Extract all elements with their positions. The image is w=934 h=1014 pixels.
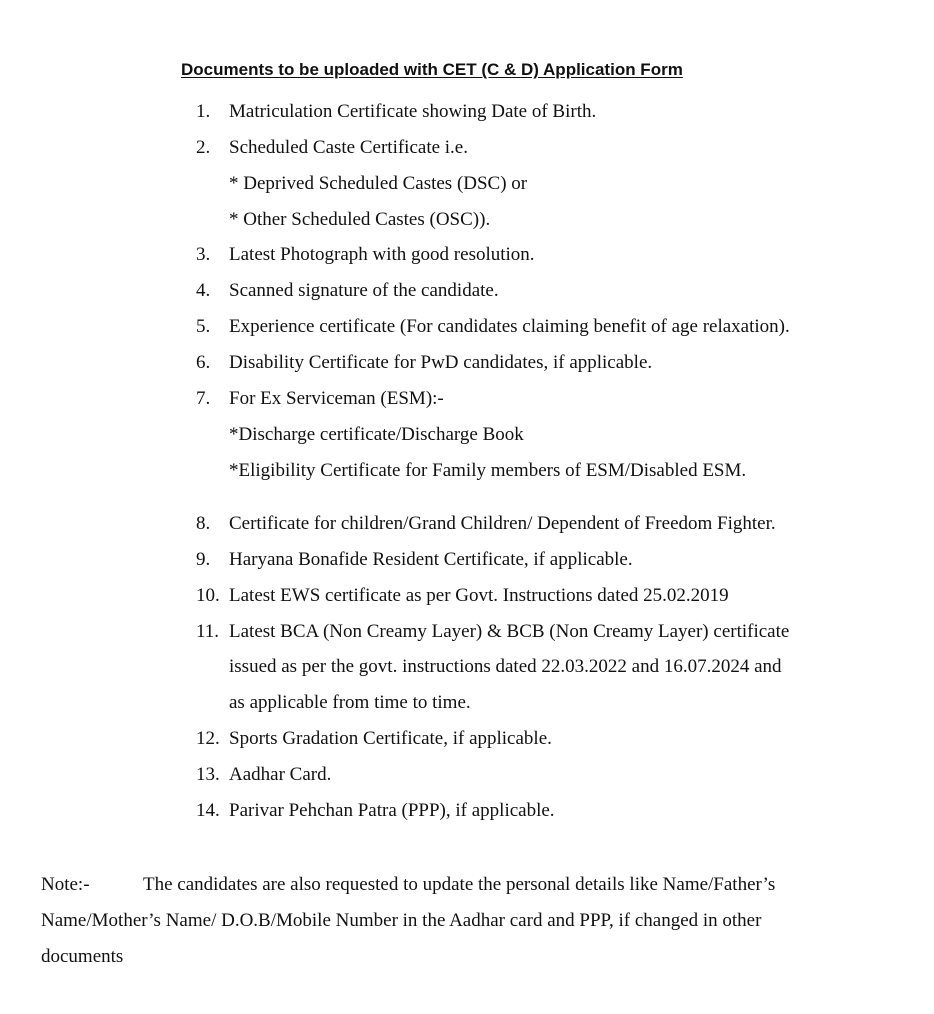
sub-item: issued as per the govt. instructions dated 22.03.2022 and 16.07.2024 and (229, 656, 782, 677)
item-text: Latest BCA (Non Creamy Layer) & BCB (Non Creamy Layer) certificate (229, 621, 790, 642)
list-item (196, 387, 444, 411)
item-number: 2. (196, 137, 211, 158)
item-text: Disability Certificate for PwD candidates, if applicable. (229, 352, 653, 373)
item-text: Latest Photograph with good resolution. (229, 244, 535, 265)
list-item (196, 620, 789, 644)
item-number: 1. (196, 101, 211, 122)
sub-item: as applicable from time to time. (229, 692, 471, 713)
item-text: Matriculation Certificate showing Date of Birth. (229, 101, 597, 122)
item-text: Scanned signature of the candidate. (229, 280, 499, 301)
document-title: Documents to be uploaded with CET (C & D) Application Form (181, 60, 683, 79)
list-item (196, 512, 776, 536)
sub-item: *Discharge certificate/Discharge Book (229, 424, 524, 445)
sub-item: * Deprived Scheduled Castes (DSC) or (229, 173, 528, 194)
item-number: 9. (196, 549, 211, 570)
item-number: 6. (196, 352, 211, 373)
item-text: Sports Gradation Certificate, if applicable. (229, 728, 552, 749)
note-line (41, 873, 775, 897)
list-item (196, 584, 729, 608)
list-item (196, 136, 468, 160)
item-text: Haryana Bonafide Resident Certificate, if applicable. (229, 549, 633, 570)
list-item (196, 243, 535, 267)
list-item (196, 315, 790, 339)
item-text: Experience certificate (For candidates claiming benefit of age relaxation). (229, 316, 790, 337)
item-text: Certificate for children/Grand Children/ Dependent of Freedom Fighter. (229, 513, 776, 534)
list-item (196, 548, 633, 572)
item-number: 8. (196, 513, 211, 534)
list-item (196, 351, 652, 375)
list-item (196, 279, 499, 303)
item-number: 10. (196, 585, 220, 606)
note-label: Note:- (41, 874, 90, 895)
sub-item: *Eligibility Certificate for Family members of ESM/Disabled ESM. (229, 460, 747, 481)
item-number: 12. (196, 728, 220, 749)
note-text: The candidates are also requested to update the personal details like Name/Father’s (143, 874, 776, 895)
item-text: Scheduled Caste Certificate i.e. (229, 137, 468, 158)
item-text: For Ex Serviceman (ESM):- (229, 388, 444, 409)
item-text: Aadhar Card. (229, 764, 332, 785)
item-text: Latest EWS certificate as per Govt. Instructions dated 25.02.2019 (229, 585, 729, 606)
item-number: 3. (196, 244, 211, 265)
item-text: Parivar Pehchan Patra (PPP), if applicable. (229, 800, 555, 821)
list-item (196, 763, 331, 787)
item-number: 14. (196, 800, 220, 821)
note-line: documents (41, 946, 124, 967)
list-item (196, 100, 596, 124)
list-item (196, 799, 555, 823)
list-item (196, 727, 552, 751)
item-number: 4. (196, 280, 211, 301)
item-number: 5. (196, 316, 211, 337)
sub-item: * Other Scheduled Castes (OSC)). (229, 209, 491, 230)
item-number: 11. (196, 621, 220, 642)
item-number: 13. (196, 764, 220, 785)
note-line: Name/Mother’s Name/ D.O.B/Mobile Number in the Aadhar card and PPP, if changed in other (41, 910, 762, 931)
item-number: 7. (196, 388, 211, 409)
